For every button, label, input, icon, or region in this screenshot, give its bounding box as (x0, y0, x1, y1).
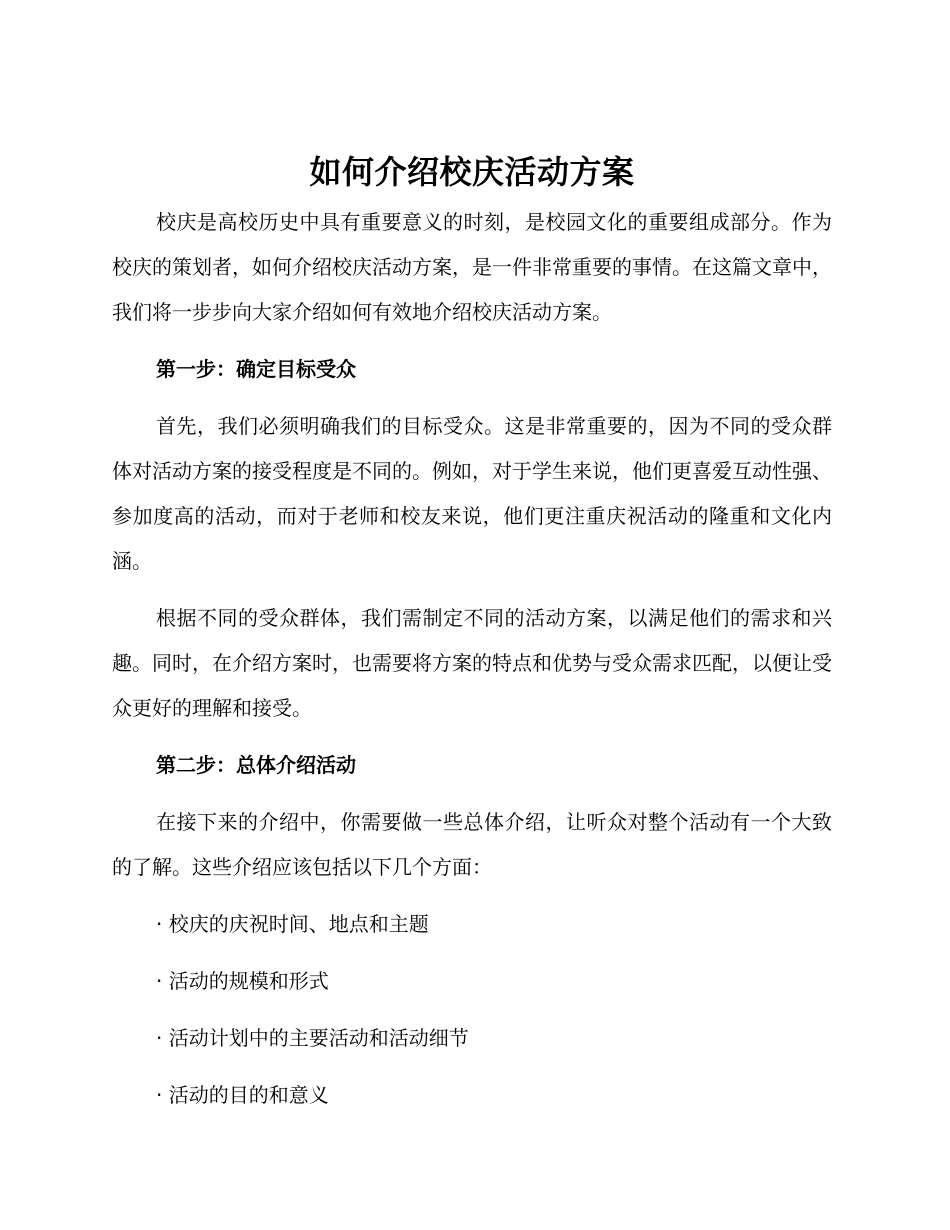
step2-paragraph-1: 在接下来的介绍中，你需要做一些总体介绍，让听众对整个活动有一个大致的了解。这些介绍应该包括以下几个方面： (112, 810, 832, 879)
step1-paragraph-2: 根据不同的受众群体，我们需制定不同的活动方案，以满足他们的需求和兴趣。同时，在介绍方案时，也需要将方案的特点和优势与受众需求匹配，以便让受众更好的理解和接受。 (112, 606, 832, 720)
intro-paragraph: 校庆是高校历史中具有重要意义的时刻，是校园文化的重要组成部分。作为校庆的策划者，如何介绍校庆活动方案，是一件非常重要的事情。在这篇文章中，我们将一步步向大家介绍如何有效地介绍校庆活动方案。 (112, 210, 832, 324)
document-page (112, 152, 832, 1118)
list-item: · 活动计划中的主要活动和活动细节 (156, 1026, 469, 1050)
document-title: 如何介绍校庆活动方案 (309, 153, 635, 191)
list-item: · 活动的目的和意义 (156, 1083, 329, 1107)
step2-bullet-list (112, 902, 832, 1118)
step2-heading: 第二步：总体介绍活动 (156, 753, 356, 777)
step1-paragraph-1: 首先，我们必须明确我们的目标受众。这是非常重要的，因为不同的受众群体对活动方案的接受程度是不同的。例如，对于学生来说，他们更喜爱互动性强、参加度高的活动，而对于老师和校友来说，他们更注重庆祝活动的隆重和文化内涵。 (112, 414, 832, 573)
list-item: · 校庆的庆祝时间、地点和主题 (156, 912, 429, 936)
list-item: · 活动的规模和形式 (156, 969, 329, 993)
step1-heading: 第一步：确定目标受众 (156, 357, 356, 381)
